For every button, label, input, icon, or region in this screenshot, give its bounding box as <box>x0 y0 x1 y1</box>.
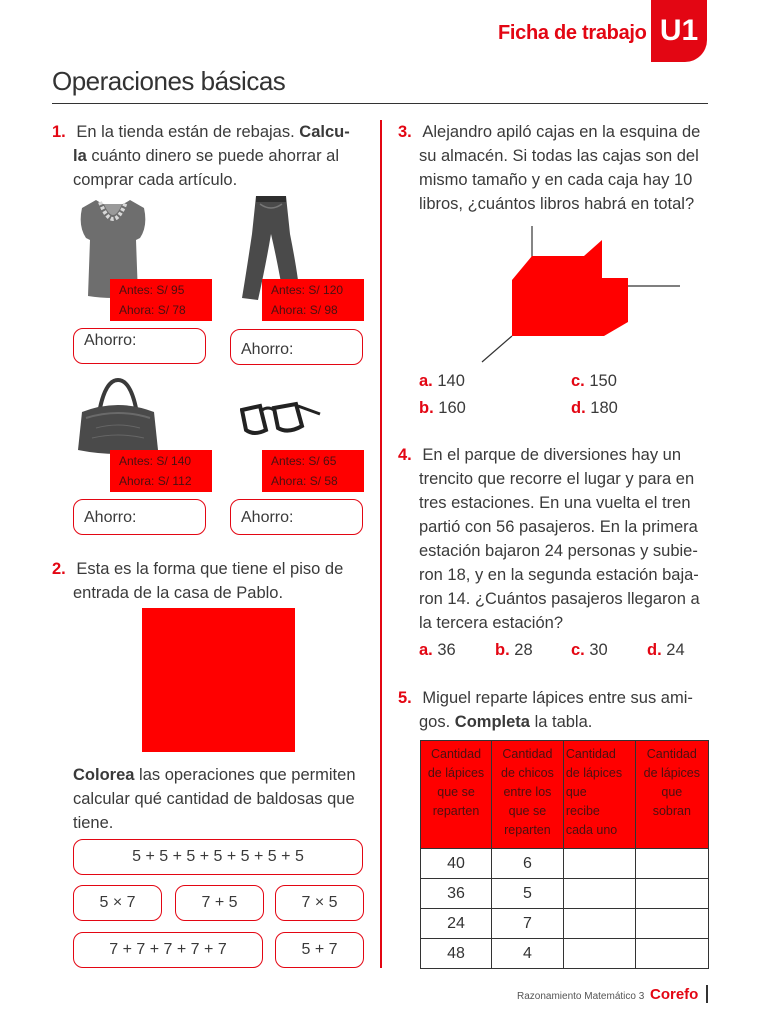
operation-text: 7 + 7 + 7 + 7 + 7 <box>109 941 227 958</box>
question-number: 1. <box>52 123 66 141</box>
price-tag <box>262 279 364 321</box>
savings-field[interactable] <box>230 329 363 365</box>
savings-field[interactable] <box>73 328 206 364</box>
table-row <box>421 909 709 939</box>
instruction-text: tiene. <box>73 814 114 832</box>
price-now: Ahora: S/ 58 <box>271 474 338 488</box>
savings-field[interactable] <box>73 499 206 535</box>
question-text: su almacén. Si todas las cajas son del <box>419 147 699 165</box>
price-before: Antes: S/ 140 <box>119 454 192 468</box>
option-a[interactable]: a. 36 <box>419 641 456 659</box>
question-text: Alejandro apiló cajas en la esquina de <box>422 123 701 141</box>
question-number: 2. <box>52 560 66 578</box>
question-5 <box>398 686 713 734</box>
table-header: Cantidad de chicos entre los que se reparten <box>492 741 564 849</box>
operation-box[interactable] <box>73 885 162 921</box>
instruction-text: las operaciones que permiten <box>139 766 356 784</box>
table-header: Cantidad de lápices que recibe cada uno <box>563 741 635 849</box>
stacked-boxes-diagram <box>480 226 680 366</box>
question-text: estación bajaron 24 personas y subie- <box>419 542 698 560</box>
table-cell: 48 <box>421 939 492 969</box>
operation-box[interactable] <box>73 932 263 968</box>
question-text: comprar cada artículo. <box>73 171 238 189</box>
savings-field[interactable] <box>230 499 363 535</box>
answer-cell[interactable] <box>635 849 708 879</box>
question-2-instruction <box>73 763 373 835</box>
option-c[interactable]: c. 150 <box>571 372 617 390</box>
savings-label: Ahorro: <box>241 509 294 526</box>
question-text: entrada de la casa de Pablo. <box>73 584 284 602</box>
instruction-keyword: Colorea <box>73 766 135 784</box>
question-text: Esta es la forma que tiene el piso de <box>76 560 344 578</box>
operation-box[interactable] <box>275 932 364 968</box>
operation-box[interactable] <box>275 885 364 921</box>
operation-text: 5 + 5 + 5 + 5 + 5 + 5 + 5 <box>132 848 304 865</box>
price-tag <box>110 450 212 492</box>
column-divider <box>380 120 382 968</box>
option-b[interactable]: b. 160 <box>419 399 466 417</box>
question-text: En la tienda están de rebajas. <box>76 123 295 141</box>
table-row <box>421 939 709 969</box>
price-now: Ahora: S/ 98 <box>271 303 338 317</box>
question-1 <box>52 120 367 192</box>
operation-box[interactable] <box>73 839 363 875</box>
table-header: Cantidad de lápices que sobran <box>635 741 708 849</box>
table-cell: 36 <box>421 879 492 909</box>
question-text: libros, ¿cuántos libros habrá en total? <box>419 195 695 213</box>
worksheet-label: Ficha de trabajo <box>498 22 647 44</box>
table-header-row <box>421 741 709 849</box>
table-header: Cantidad de lápices que se reparten <box>421 741 492 849</box>
table-cell: 24 <box>421 909 492 939</box>
table-cell: 7 <box>492 909 564 939</box>
question-keyword: Completa <box>454 713 530 731</box>
glasses-icon <box>240 400 322 440</box>
question-keyword: Calcu- <box>299 123 350 141</box>
question-4 <box>398 443 713 635</box>
footer-divider <box>706 985 708 1003</box>
price-now: Ahora: S/ 78 <box>119 303 186 317</box>
operation-text: 7 × 5 <box>301 894 338 911</box>
price-before: Antes: S/ 65 <box>271 454 337 468</box>
table-row <box>421 879 709 909</box>
question-text: tres estaciones. En una vuelta el tren <box>419 494 691 512</box>
table-cell: 4 <box>492 939 564 969</box>
option-d[interactable]: d. 24 <box>647 641 685 659</box>
table-cell: 5 <box>492 879 564 909</box>
footer-book-title: Razonamiento Matemático 3 <box>517 991 645 1002</box>
answer-cell[interactable] <box>563 879 635 909</box>
question-text: mismo tamaño y en cada caja hay 10 <box>419 171 693 189</box>
table-cell: 40 <box>421 849 492 879</box>
question-text: gos. <box>419 713 451 731</box>
operation-text: 7 + 5 <box>201 894 238 911</box>
question-text: trencito que recorre el lugar y para en <box>419 470 695 488</box>
option-b[interactable]: b. 28 <box>495 641 533 659</box>
question-text: ron 18, y en la segunda estación baja- <box>419 566 699 584</box>
table-cell: 6 <box>492 849 564 879</box>
answer-cell[interactable] <box>635 909 708 939</box>
question-number: 3. <box>398 123 412 141</box>
question-text: partió con 56 pasajeros. En la primera <box>419 518 698 536</box>
savings-label: Ahorro: <box>84 509 137 526</box>
question-2 <box>52 557 367 605</box>
price-before: Antes: S/ 120 <box>271 283 344 297</box>
floor-shape <box>142 608 295 752</box>
question-keyword-cont: la <box>73 147 87 165</box>
pencils-table <box>420 740 709 969</box>
question-text: Miguel reparte lápices entre sus ami- <box>422 689 693 707</box>
option-c[interactable]: c. 30 <box>571 641 608 659</box>
answer-cell[interactable] <box>563 849 635 879</box>
question-text: ron 14. ¿Cuántos pasajeros llegaron a <box>419 590 700 608</box>
table-row <box>421 849 709 879</box>
price-tag <box>262 450 364 492</box>
price-before: Antes: S/ 95 <box>119 283 185 297</box>
option-a[interactable]: a. 140 <box>419 372 465 390</box>
footer-brand: Corefo <box>650 986 699 1003</box>
question-number: 5. <box>398 689 412 707</box>
savings-label: Ahorro: <box>241 341 294 358</box>
instruction-text: calcular qué cantidad de baldosas que <box>73 790 355 808</box>
operation-text: 5 + 7 <box>301 941 338 958</box>
question-text: En el parque de diversiones hay un <box>422 446 682 464</box>
question-text: la tabla. <box>534 713 593 731</box>
question-3 <box>398 120 713 216</box>
option-d[interactable]: d. 180 <box>571 399 618 417</box>
answer-cell[interactable] <box>635 939 708 969</box>
savings-label: Ahorro: <box>84 332 137 349</box>
question-text: cuánto dinero se puede ahorrar al <box>91 147 340 165</box>
answer-cell[interactable] <box>635 879 708 909</box>
question-text: la tercera estación? <box>419 614 563 632</box>
answer-cell[interactable] <box>563 939 635 969</box>
question-number: 4. <box>398 446 412 464</box>
unit-badge: U1 <box>651 0 707 62</box>
page-title: Operaciones básicas <box>52 66 286 96</box>
operation-box[interactable] <box>175 885 264 921</box>
price-now: Ahora: S/ 112 <box>119 474 192 488</box>
handbag-icon <box>76 378 160 458</box>
price-tag <box>110 279 212 321</box>
title-divider <box>52 103 708 104</box>
operation-text: 5 × 7 <box>99 894 136 911</box>
answer-cell[interactable] <box>563 909 635 939</box>
